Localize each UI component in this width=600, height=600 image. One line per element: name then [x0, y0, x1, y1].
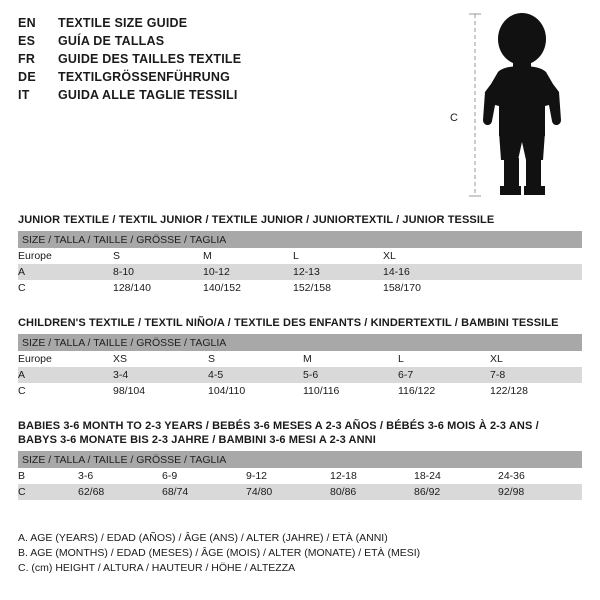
column-size-m: M — [303, 351, 398, 367]
language-row — [18, 68, 438, 86]
cell-b-1: 3-6 — [78, 468, 162, 484]
size-table-children — [18, 334, 582, 399]
table-header-row — [18, 451, 582, 468]
column-size-l: L — [293, 248, 383, 264]
cell-c-4: 80/86 — [330, 484, 414, 500]
table-row — [18, 264, 582, 280]
size-header-label: SIZE / TALLA / TAILLE / GRÖSSE / TAGLIA — [18, 451, 582, 468]
language-code: FR — [18, 52, 36, 66]
measure-label-c: C — [450, 112, 458, 124]
column-size-m: M — [203, 248, 293, 264]
table-row — [18, 484, 582, 500]
table-row-columns — [18, 351, 582, 367]
column-size-xl: XL — [383, 248, 473, 264]
section-title-junior: JUNIOR TEXTILE / TEXTIL JUNIOR / TEXTILE JUNIOR / JUNIORTEXTIL / JUNIOR TESSILE — [18, 214, 495, 226]
language-code: EN — [18, 16, 36, 30]
figure-illustration — [450, 8, 590, 203]
column-size-l: L — [398, 351, 490, 367]
column-size-s: S — [113, 248, 203, 264]
section-children — [18, 317, 582, 399]
language-row — [18, 50, 438, 68]
language-code: DE — [18, 70, 36, 84]
toddler-silhouette-icon — [450, 8, 590, 203]
language-row — [18, 14, 438, 32]
column-label-europe: Europe — [18, 248, 113, 264]
cell-a-s: 8-10 — [113, 264, 203, 280]
cell-b-2: 6-9 — [162, 468, 246, 484]
size-header-label: SIZE / TALLA / TAILLE / GRÖSSE / TAGLIA — [18, 334, 582, 351]
cell-a-m: 5-6 — [303, 367, 398, 383]
cell-c-5: 86/92 — [414, 484, 498, 500]
cell-c-s: 104/110 — [208, 383, 303, 399]
column-size-s: S — [208, 351, 303, 367]
size-table-junior — [18, 231, 582, 296]
table-header-row — [18, 231, 582, 248]
cell-c-1: 62/68 — [78, 484, 162, 500]
language-title: GUIDE DES TAILLES TEXTILE — [58, 52, 242, 66]
language-code: ES — [18, 34, 36, 48]
cell-b-5: 18-24 — [414, 468, 498, 484]
cell-a-m: 10-12 — [203, 264, 293, 280]
row-label-a: A — [18, 367, 113, 383]
language-title: TEXTILGRÖSSENFÜHRUNG — [58, 70, 231, 84]
size-header-label: SIZE / TALLA / TAILLE / GRÖSSE / TAGLIA — [18, 231, 582, 248]
cell-a-s: 4-5 — [208, 367, 303, 383]
cell-a-l: 6-7 — [398, 367, 490, 383]
section-junior — [18, 214, 582, 296]
cell-c-6: 92/98 — [498, 484, 582, 500]
cell-a-xs: 3-4 — [113, 367, 208, 383]
table-row-columns — [18, 248, 582, 264]
cell-c-l: 116/122 — [398, 383, 490, 399]
cell-c-xl: 158/170 — [383, 280, 473, 296]
cell-c-xl: 122/128 — [490, 383, 582, 399]
cell-c-s: 128/140 — [113, 280, 203, 296]
section-title-babies-line1: BABIES 3-6 MONTH TO 2-3 YEARS / BEBÉS 3-6 MESES A 2-3 AÑOS / BÉBÉS 3-6 MOIS À 2-3 ANS / — [18, 420, 539, 432]
language-title-block — [18, 14, 438, 104]
column-size-xs: XS — [113, 351, 208, 367]
cell-c-l: 152/158 — [293, 280, 383, 296]
section-title-children: CHILDREN'S TEXTILE / TEXTIL NIÑO/A / TEXTILE DES ENFANTS / KINDERTEXTIL / BAMBINI TESSILE — [18, 317, 559, 329]
language-row — [18, 32, 438, 50]
row-label-a: A — [18, 264, 113, 280]
language-code: IT — [18, 88, 30, 102]
cell-c-xs: 98/104 — [113, 383, 208, 399]
language-title: GUÍA DE TALLAS — [58, 34, 165, 48]
cell-c-m: 110/116 — [303, 383, 398, 399]
language-title: TEXTILE SIZE GUIDE — [58, 16, 188, 30]
table-row — [18, 280, 582, 296]
cell-c-2: 68/74 — [162, 484, 246, 500]
language-title: GUIDA ALLE TAGLIE TESSILI — [58, 88, 238, 102]
table-row — [18, 468, 582, 484]
cell-a-xl: 14-16 — [383, 264, 473, 280]
cell-b-6: 24-36 — [498, 468, 582, 484]
cell-a-l: 12-13 — [293, 264, 383, 280]
row-label-c: C — [18, 280, 113, 296]
table-row — [18, 383, 582, 399]
column-label-europe: Europe — [18, 351, 113, 367]
legend-line-a: A. AGE (YEARS) / EDAD (AÑOS) / ÂGE (ANS) / ALTER (JAHRE) / ETÀ (ANNI) — [18, 532, 388, 544]
size-table-babies — [18, 451, 582, 500]
cell-c-3: 74/80 — [246, 484, 330, 500]
legend-line-b: B. AGE (MONTHS) / EDAD (MESES) / ÂGE (MOIS) / ALTER (MONATE) / ETÀ (MESI) — [18, 547, 421, 559]
table-header-row — [18, 334, 582, 351]
column-size-xl: XL — [490, 351, 582, 367]
row-label-c: C — [18, 383, 113, 399]
section-babies — [18, 420, 582, 500]
language-row — [18, 86, 438, 104]
cell-a-xl: 7-8 — [490, 367, 582, 383]
row-label-c: C — [18, 484, 78, 500]
section-title-babies-line2: BABYS 3-6 MONATE BIS 2-3 JAHRE / BAMBINI 3-6 MESI A 2-3 ANNI — [18, 434, 376, 446]
cell-b-4: 12-18 — [330, 468, 414, 484]
cell-b-3: 9-12 — [246, 468, 330, 484]
table-row — [18, 367, 582, 383]
legend-block — [18, 531, 582, 576]
legend-line-c: C. (cm) HEIGHT / ALTURA / HAUTEUR / HÖHE / ALTEZZA — [18, 562, 296, 574]
row-label-b: B — [18, 468, 78, 484]
cell-c-m: 140/152 — [203, 280, 293, 296]
